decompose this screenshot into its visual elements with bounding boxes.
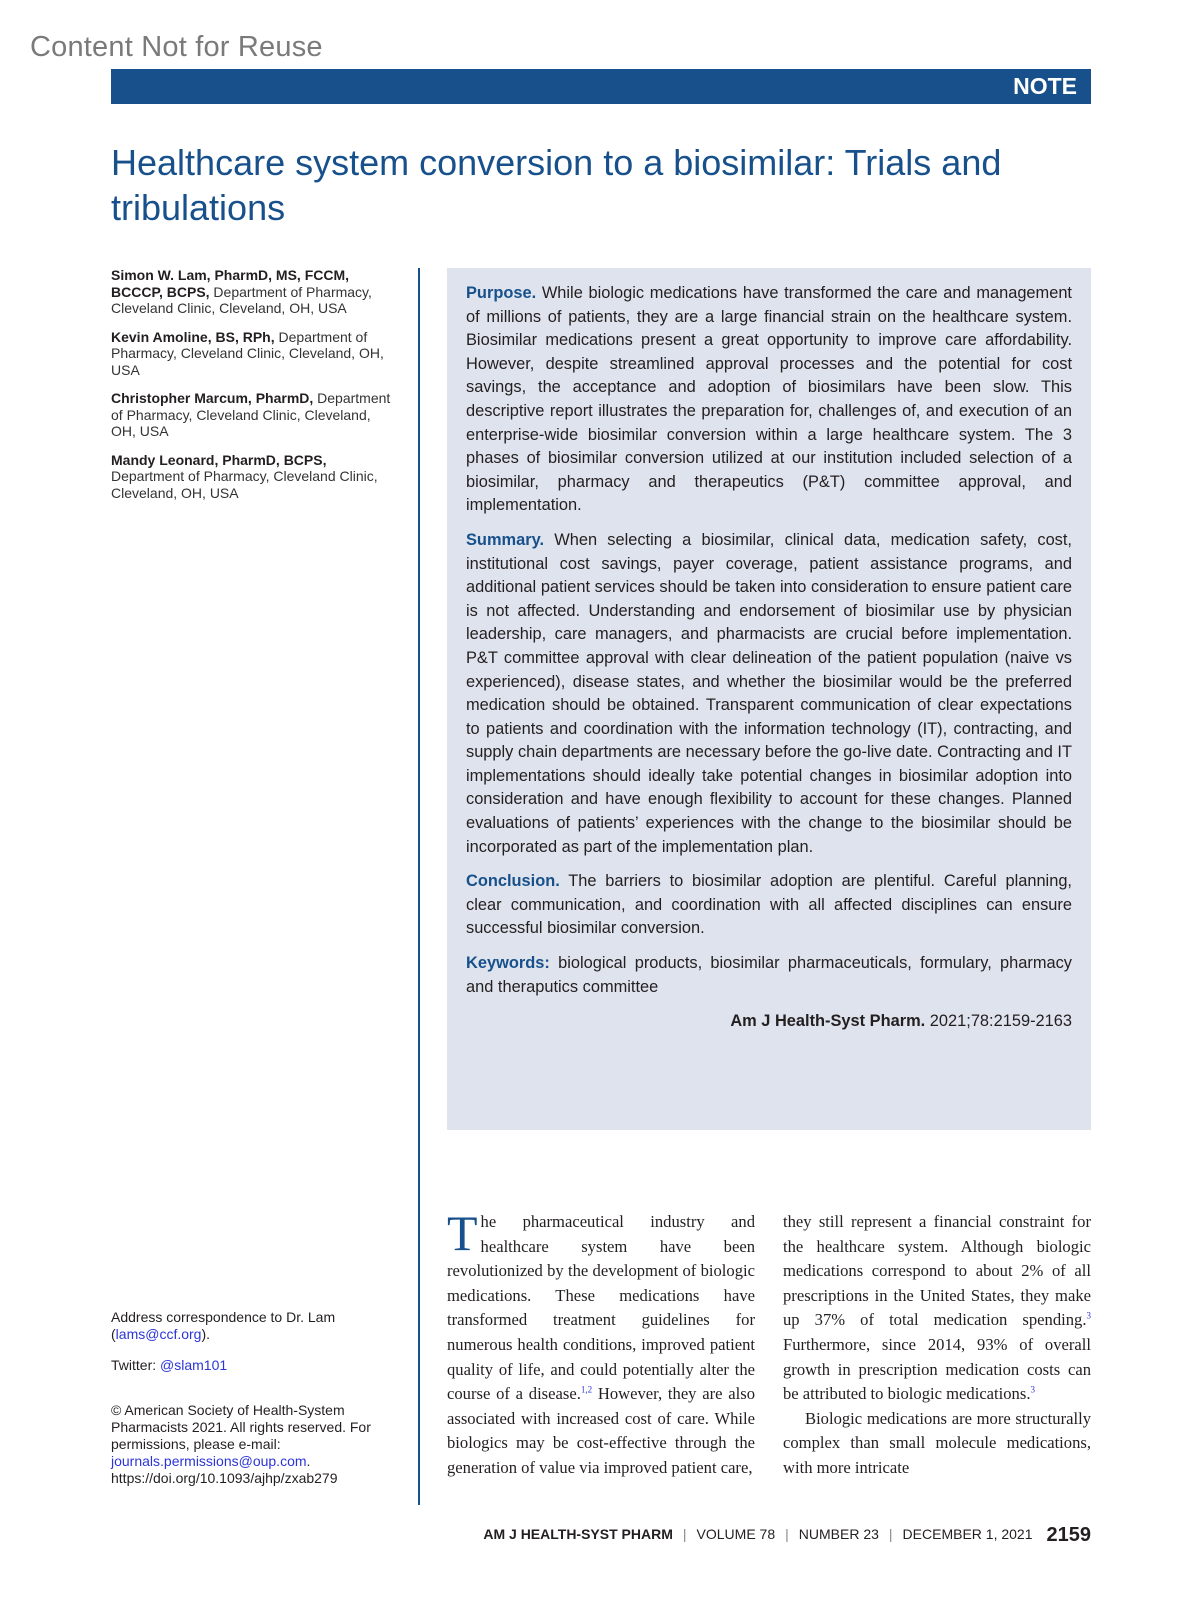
email-link[interactable]: lams@ccf.org	[115, 1326, 202, 1342]
author-list	[111, 267, 396, 513]
page-number: 2159	[1046, 1524, 1091, 1546]
citation-journal: Am J Health-Syst Pharm.	[730, 1012, 926, 1031]
twitter-label: Twitter:	[111, 1357, 161, 1373]
citation	[466, 1010, 1072, 1034]
body-column-right	[783, 1210, 1091, 1481]
body-text: they still represent a financial constraint for the healthcare system. Although biologic medications correspond to about 2% of all prescriptions in the United States, they make up 37% of total medication spending.	[783, 1212, 1091, 1330]
permissions-email-link[interactable]: journals.permissions@oup.com	[111, 1453, 307, 1469]
correspondence-block	[111, 1309, 396, 1501]
correspondence-end: ).	[201, 1326, 211, 1342]
drop-cap: T	[447, 1205, 478, 1261]
copyright-text: © American Society of Health-System Pharmacists 2021. All rights reserved. For permissions, please e-mail:	[111, 1402, 371, 1452]
conclusion-text: The barriers to biosimilar adoption are plentiful. Careful planning, clear communication, and coordination with all affected disciplines can ensure successful biosimilar conversion.	[466, 872, 1072, 938]
footer-volume: VOLUME 78	[696, 1526, 776, 1542]
footer-date: DECEMBER 1, 2021	[902, 1526, 1033, 1542]
abstract-summary	[466, 529, 1072, 859]
footer-separator: |	[888, 1526, 893, 1542]
author-affiliation: Department of Pharmacy, Cleveland Clinic, Cleveland, OH, USA	[111, 468, 378, 501]
footer-separator: |	[785, 1526, 789, 1542]
body-text: However, they are also associated with increased cost of care. While biologics may be cost-effective through the generation of value via improved patient care,	[447, 1384, 755, 1477]
author-affiliation: Department of Pharmacy, Cleveland Clinic, Cleveland, OH, USA	[111, 328, 384, 378]
watermark: Content Not for Reuse	[30, 31, 323, 63]
abstract-conclusion	[466, 870, 1072, 941]
note-banner	[111, 69, 1091, 104]
page-footer	[111, 1524, 1091, 1548]
column-divider	[418, 268, 420, 1505]
abstract-keywords	[466, 952, 1072, 999]
summary-text: When selecting a biosimilar, clinical data, medication safety, cost, institutional cost savings, payer coverage, patient assistance programs, and additional patient services should be taken into consideration to ensure patient care is not affected. Understanding and endorsement of biosimilar use by physician leadership, care managers, and pharmacists are crucial before implementation. P&T committee approval with clear delineation of the patient population (naive vs experienced), disease states, and whether the biosimilar would be the preferred medication should be obtained. Transparent communication of clear expectations to patients and coordination with the information technology (IT), contracting, and supply chain departments are necessary before the go-live date. Contracting and IT implementations should ideally take potential changes in biosimilar adoption into consideration and have enough flexibility to account for these changes. Planned evaluations of patients’ experiences with the change to the biosimilar should be incorporated as part of the implementation plan.	[466, 530, 1072, 856]
footer-separator: |	[682, 1526, 687, 1542]
author-entry	[111, 452, 396, 502]
author-name: Mandy Leonard, PharmD, BCPS,	[111, 451, 327, 468]
abstract-purpose	[466, 282, 1072, 518]
author-name: Christopher Marcum, PharmD,	[111, 390, 314, 406]
abstract-box	[447, 268, 1091, 1130]
keywords-label: Keywords:	[466, 954, 550, 973]
summary-label: Summary.	[466, 530, 545, 549]
reference-link[interactable]: 1,2	[580, 1384, 593, 1395]
body-text: he pharmaceutical industry and healthcare system have been revolutionized by the development of biologic medications. These medications have transformed treatment guidelines for numerous health conditions, improved patient quality of life, and could potentially alter the course of a disease.	[447, 1212, 755, 1404]
body-column-left	[447, 1205, 755, 1481]
note-label: NOTE	[1013, 73, 1077, 99]
body-paragraph: Biologic medications are more structurally complex than small molecule medications, with more intricate	[783, 1408, 1091, 1477]
copyright-notice	[111, 1402, 396, 1487]
twitter-link[interactable]: @slam101	[160, 1357, 228, 1373]
author-entry	[111, 329, 396, 379]
author-affiliation: Department of Pharmacy, Cleveland Clinic, Cleveland, OH, USA	[111, 283, 372, 316]
purpose-label: Purpose.	[466, 284, 537, 302]
doi: https://doi.org/10.1093/ajhp/zxab279	[111, 1470, 338, 1486]
author-entry	[111, 390, 396, 440]
article-title: Healthcare system conversion to a biosimilar: Trials and tribulations	[111, 142, 1002, 228]
copyright-end: .	[306, 1453, 311, 1469]
footer-journal: AM J HEALTH-SYST PHARM	[483, 1526, 673, 1542]
reference-link[interactable]: 3	[1030, 1384, 1035, 1395]
conclusion-label: Conclusion.	[466, 872, 560, 891]
keywords-text: biological products, biosimilar pharmaceuticals, formulary, pharmacy and theraputics committee	[466, 954, 1072, 996]
spacer	[111, 1388, 396, 1402]
citation-ref: 2021;78:2159-2163	[925, 1012, 1072, 1031]
author-affiliation: Department of Pharmacy, Cleveland Clinic, Cleveland, OH, USA	[111, 390, 391, 439]
author-entry	[111, 267, 396, 317]
body-text: Furthermore, since 2014, 93% of overall growth in prescription medication costs can be attributed to biologic medications.	[783, 1334, 1091, 1404]
correspondence-text: Address correspondence to Dr. Lam (	[111, 1309, 336, 1342]
author-name: Kevin Amoline, BS, RPh,	[111, 328, 275, 345]
reference-link[interactable]: 3	[1086, 1310, 1091, 1321]
twitter-line	[111, 1357, 396, 1374]
footer-number: NUMBER 23	[798, 1526, 879, 1542]
correspondence-address	[111, 1309, 396, 1343]
author-name: Simon W. Lam, PharmD, MS, FCCM, BCCCP, BCPS,	[111, 267, 350, 300]
purpose-text: While biologic medications have transformed the care and management of millions of patients, they are a large financial strain on the healthcare system. Biosimilar medications present a great opportunity to improve care affordability. However, despite streamlined approval processes and the potential for cost savings, the acceptance and adoption of biosimilars have been slow. This descriptive report illustrates the preparation for, challenges of, and execution of an enterprise-wide biosimilar conversion within a large healthcare system. The 3 phases of biosimilar conversion utilized at our institution included selection of a biosimilar, pharmacy and therapeutics (P&T) committee approval, and implementation.	[466, 284, 1072, 515]
